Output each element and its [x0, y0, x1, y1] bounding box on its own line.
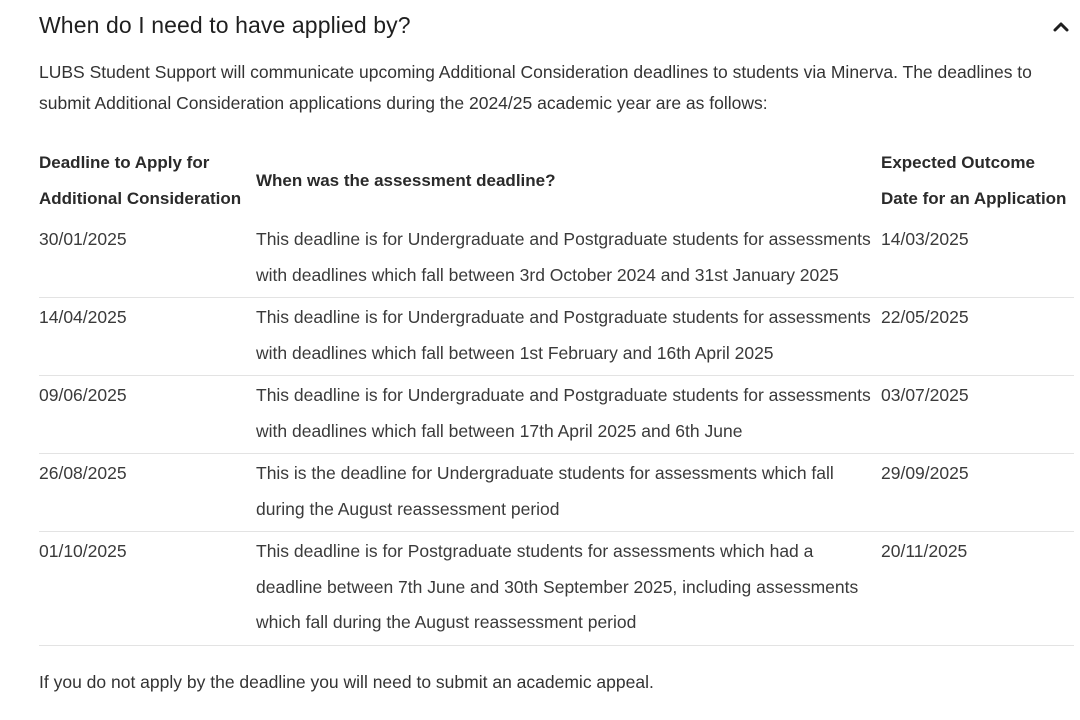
outcome-cell: 03/07/2025 — [881, 376, 1074, 454]
outcome-cell: 29/09/2025 — [881, 454, 1074, 532]
table-row — [39, 376, 1074, 454]
table-row — [39, 454, 1074, 532]
table-row — [39, 298, 1074, 376]
footer-note: If you do not apply by the deadline you will need to submit an academic appeal. — [39, 672, 654, 692]
outcome-cell: 22/05/2025 — [881, 298, 1074, 376]
table-row — [39, 220, 1074, 298]
accordion-header[interactable] — [39, 10, 1074, 46]
column-header-assessment: When was the assessment deadline? — [256, 170, 556, 190]
deadline-cell: 14/04/2025 — [39, 298, 256, 376]
accordion-title: When do I need to have applied by? — [39, 12, 411, 38]
column-header-deadline: Deadline to Apply for Additional Consideration — [39, 153, 242, 208]
deadline-cell: 01/10/2025 — [39, 532, 256, 646]
table-row — [39, 532, 1074, 646]
chevron-up-icon[interactable] — [1050, 16, 1072, 38]
deadline-cell: 09/06/2025 — [39, 376, 256, 454]
table-header-row — [39, 145, 1074, 220]
description-cell: This deadline is for Undergraduate and Postgraduate students for assessments with deadlines which fall between 17th April 2025 and 6th June — [256, 376, 881, 454]
description-cell: This is the deadline for Undergraduate students for assessments which fall during the August reassessment period — [256, 454, 881, 532]
deadline-cell: 30/01/2025 — [39, 229, 127, 249]
description-cell: This deadline is for Undergraduate and Postgraduate students for assessments with deadlines which fall between 3rd October 2024 and 31st January 2025 — [256, 229, 871, 285]
deadlines-table — [39, 145, 1074, 646]
column-header-outcome: Expected Outcome Date for an Application — [881, 153, 1067, 208]
description-cell: This deadline is for Postgraduate students for assessments which had a deadline between 7th June and 30th September 2025, including assessments which fall during the August reassessment period — [256, 532, 881, 646]
description-cell: This deadline is for Undergraduate and Postgraduate students for assessments with deadlines which fall between 1st February and 16th April 2025 — [256, 298, 881, 376]
outcome-cell: 20/11/2025 — [881, 532, 1074, 646]
outcome-cell: 14/03/2025 — [881, 229, 969, 249]
deadline-cell: 26/08/2025 — [39, 454, 256, 532]
intro-paragraph: LUBS Student Support will communicate upcoming Additional Consideration deadlines to students via Minerva. The deadlines to submit Additional Consideration applications during the 2024/25 academic year are as follows: — [39, 62, 1032, 113]
